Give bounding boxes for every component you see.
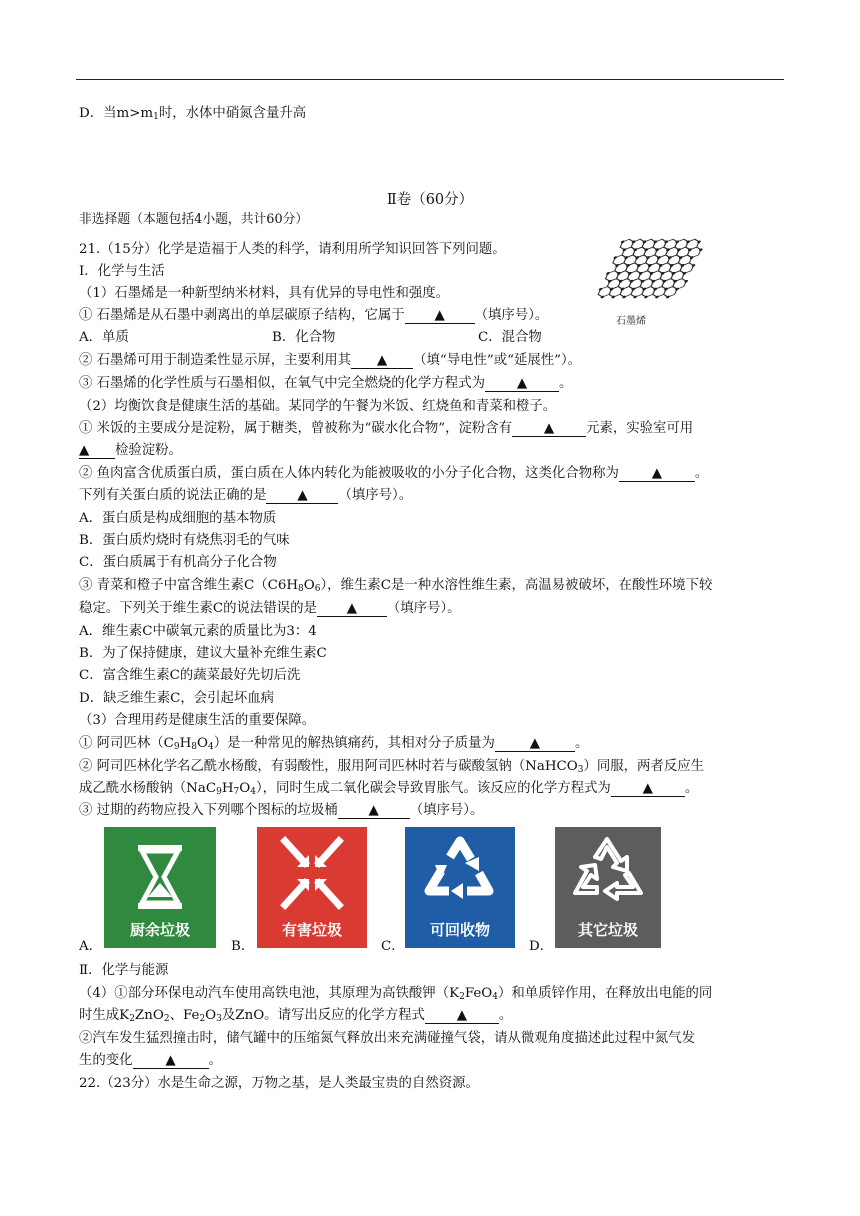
bin-label: 有害垃圾 <box>281 921 342 939</box>
vitc-option-b: B．为了保持健康，建议大量补充维生素C <box>79 646 327 661</box>
part2-title: Ⅱ．化学与能源 <box>79 963 169 978</box>
sub4-q2: ②汽车发生猛烈撞击时，储气罐中的压缩氮气释放出来充满碰撞气袋，请从微观角度描述此过程中氮气发 <box>79 1031 695 1046</box>
bin-letter-a: A． <box>79 939 103 954</box>
recyclable-bin[interactable] <box>405 827 515 948</box>
answer-blank[interactable]: ▲ <box>611 782 685 797</box>
sub3-intro: （3）合理用药是健康生活的重要保障。 <box>79 713 316 728</box>
sub2-q3: ③ 青菜和橙子中富含维生素$C(C6H_8O_6)$，维生素C是一种水溶性维生素，高温易被破坏，在酸性环境下较 <box>79 578 713 594</box>
answer-blank[interactable]: ▲ <box>317 602 387 617</box>
vitc-option-a: A．维生素C中碳氧元素的质量比为3：4 <box>79 624 317 639</box>
answer-blank[interactable]: ▲ <box>405 309 475 324</box>
bin-label: 可回收物 <box>429 921 490 939</box>
sub1-intro: （1）石墨烯是一种新型纳米材料，具有优异的导电性和强度。 <box>79 286 450 301</box>
vitc-option-c: C．富含维生素C的蔬菜最好先切后洗 <box>79 668 301 683</box>
bin-letter-c: C． <box>381 939 405 954</box>
q22-stem: 22.（23分）水是生命之源，万物之基，是人类最宝贵的自然资源。 <box>79 1076 479 1091</box>
answer-blank[interactable]: ▲ <box>338 804 410 819</box>
recycle-outline-icon <box>555 827 661 917</box>
other-waste-bin[interactable] <box>555 827 661 948</box>
section-title: Ⅱ卷（60分） <box>386 192 474 208</box>
sub2-q2-cont: 下列有关蛋白质的说法正确的是 ▲ （填序号）。 <box>79 488 413 503</box>
sub2-q1-cont: ▲ 检验淀粉。 <box>79 443 182 458</box>
sub4-q1: （4）①部分环保电动汽车使用高铁电池，其原理为高铁酸钾$(K_2FeO_4)$和单质锌作用，在释放出电能的同 <box>79 986 713 1002</box>
vitc-option-d: D．缺乏维生素C，会引起坏血病 <box>79 691 275 706</box>
sub3-q2-cont: 成乙酰水杨酸钠$(NaC_9H_7O_4)$，同时生成二氧化碳会导致胃胀气。该反应的化学方程式为 ▲ 。 <box>79 781 699 797</box>
hazardous-waste-bin[interactable] <box>257 827 367 948</box>
sub2-q3-cont: 稳定。下列关于维生素C的说法错误的是 ▲ （填序号）。 <box>79 601 461 616</box>
sub1-q3: ③ 石墨烯的化学性质与石墨相似，在氧气中完全燃烧的化学方程式为 ▲ 。 <box>79 376 573 391</box>
answer-blank[interactable]: ▲ <box>79 444 115 459</box>
bin-label: 其它垃圾 <box>577 921 638 939</box>
protein-option-a: A．蛋白质是构成细胞的基本物质 <box>79 511 277 526</box>
hazard-arrows-icon <box>257 827 367 917</box>
answer-blank[interactable]: ▲ <box>133 1054 209 1069</box>
bin-label: 厨余垃圾 <box>129 921 190 939</box>
sub2-q2: ② 鱼肉富含优质蛋白质，蛋白质在人体内转化为能被吸收的小分子化合物，这类化合物称为 ▲ 。 <box>79 466 709 481</box>
answer-blank[interactable]: ▲ <box>619 467 695 482</box>
sub3-q3: ③ 过期的药物应投入下列哪个图标的垃圾桶 ▲ （填序号）。 <box>79 803 484 818</box>
sub4-q1-cont: 时生成$K_2ZnO_2$、$Fe_2O_3$及ZnO。请写出反应的化学方程式 ▲ 。 <box>79 1008 513 1024</box>
sub1-q2: ② 石墨烯可用于制造柔性显示屏，主要利用其 ▲ （填“导电性”或“延展性”）。 <box>79 353 582 368</box>
sub2-q1: ① 米饭的主要成分是淀粉，属于糖类，曾被称为“碳水化合物”，淀粉含有 ▲ 元素，实验室可用 <box>79 421 694 436</box>
q21-stem: 21.（15分）化学是造福于人类的科学，请利用所学知识回答下列问题。 <box>79 242 506 257</box>
sub1-q1: ① 石墨烯是从石墨中剥离出的单层碳原子结构，它属于 ▲ （填序号）。 <box>79 308 549 323</box>
sub2-intro: （2）均衡饮食是健康生活的基础。某同学的午餐为米饭、红烧鱼和青菜和橙子。 <box>79 399 557 414</box>
bin-letter-b: B． <box>231 939 255 954</box>
protein-option-b: B．蛋白质灼烧时有烧焦羽毛的气味 <box>79 533 290 548</box>
header-rule <box>76 79 784 80</box>
sub3-q2: ② 阿司匹林化学名乙酰水杨酸，有弱酸性，服用阿司匹林时若与碳酸氢钠（NaHCO$_3$）同服，两者反应生 <box>79 759 704 775</box>
graphene-caption: 石墨烯 <box>614 312 648 327</box>
answer-blank[interactable]: ▲ <box>495 737 575 752</box>
sub4-q2-cont: 生的变化 ▲ 。 <box>79 1053 222 1068</box>
recycle-icon <box>405 827 515 917</box>
prev-option-d: D．当$m>m_1$时，水体中硝氮含量升高 <box>79 106 307 122</box>
protein-option-c: C．蛋白质属于有机高分子化合物 <box>79 555 277 570</box>
answer-blank[interactable]: ▲ <box>485 377 559 392</box>
answer-blank[interactable]: ▲ <box>266 489 338 504</box>
food-waste-bin[interactable] <box>104 827 216 948</box>
sub1-options: A．单质 B．化合物 C．混合物 <box>79 330 542 345</box>
sub3-q1: ① 阿司匹林$(C_9H_8O_4)$是一种常见的解热镇痛药，其相对分子质量为 ▲ 。 <box>79 736 589 752</box>
graphene-figure <box>594 226 704 328</box>
answer-blank[interactable]: ▲ <box>425 1009 499 1024</box>
answer-blank[interactable]: ▲ <box>351 354 413 369</box>
graphene-lattice-icon <box>594 226 704 328</box>
bin-letter-d: D． <box>529 939 554 954</box>
answer-blank[interactable]: ▲ <box>512 422 586 437</box>
section-intro: 非选择题（本题包括4小题，共计60分） <box>79 212 309 227</box>
bin-icons <box>79 827 679 954</box>
part1-title: Ⅰ．化学与生活 <box>79 264 165 279</box>
hourglass-icon <box>104 827 216 917</box>
